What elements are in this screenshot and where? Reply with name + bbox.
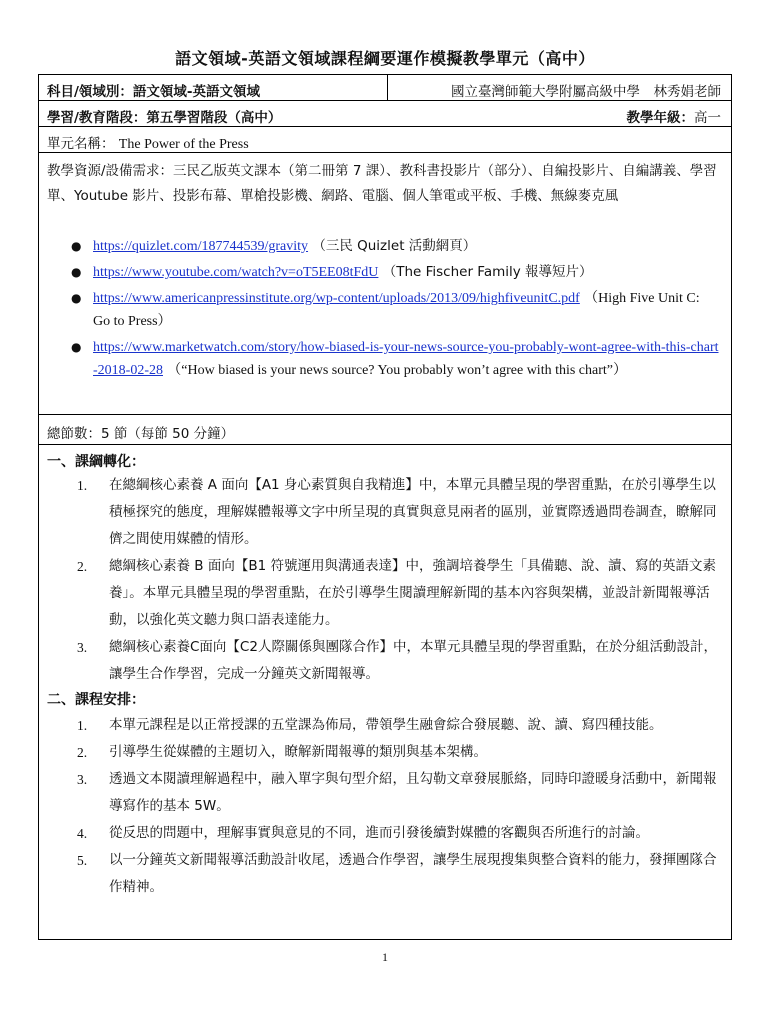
bullet-icon: ● xyxy=(71,291,82,305)
item-number: 2. xyxy=(77,745,88,760)
list-item xyxy=(77,766,717,820)
school-teacher: 國立臺灣師範大學附屬高級中學 林秀娟老師 xyxy=(451,84,721,100)
resource-link[interactable]: https://www.marketwatch.com/story/how-biased-is-your-news-source-you-probably-wont-agree-with-this-chart-2018-02-28 xyxy=(93,340,719,378)
item-number: 1. xyxy=(77,478,88,493)
resource-link[interactable]: https://www.youtube.com/watch?v=oT5EE08tFdU xyxy=(93,265,379,280)
sessions-text: 總節數：5 節（每節 50 分鐘） xyxy=(47,426,235,442)
stage-row xyxy=(39,101,731,127)
sessions-row xyxy=(39,415,731,445)
document-title: 語文領域-英語文領域課程綱要運作模擬教學單元（高中） xyxy=(175,49,595,68)
list-item xyxy=(69,336,719,382)
list-item xyxy=(77,712,717,739)
list-item xyxy=(77,472,717,553)
section1-heading: 一、課綱轉化： xyxy=(47,454,145,470)
subject-row xyxy=(39,75,731,101)
item-text: 總綱核心素養 B 面向【B1 符號運用與溝通表達】中，強調培養學生「具備聽、說、讀、寫的英語文素養」。本單元具體呈現的學習重點，在於引導學生閱讀理解新聞的基本內容與架構，並設計新聞報導活動，以強化英文聽力與口語表達能力。 xyxy=(109,558,716,628)
list-item xyxy=(77,739,717,766)
item-text: 從反思的問題中，理解事實與意見的不同，進而引發後續對媒體的客觀與否所進行的討論。 xyxy=(109,825,649,841)
resources-section xyxy=(39,153,731,415)
item-text: 透過文本閱讀理解過程中，融入單字與句型介紹，且勾勒文章發展脈絡，同時印證暖身活動中，新聞報導寫作的基本 5W。 xyxy=(109,771,717,814)
list-item xyxy=(69,235,719,258)
resource-note: （三民 Quizlet 活動網頁） xyxy=(312,238,477,254)
bullet-icon: ● xyxy=(71,239,82,253)
unit-row xyxy=(39,127,731,153)
item-text: 在總綱核心素養 A 面向【A1 身心素質與自我精進】中，本單元具體呈現的學習重點，在於引導學生以積極探究的態度，理解媒體報導文字中所呈現的真實與意見兩者的區別，並實際透過問卷調查，瞭解同儕之間使用媒體的情形。 xyxy=(109,477,717,547)
item-text: 總綱核心素養C面向【C2人際關係與團隊合作】中，本單元具體呈現的學習重點，在於分組活動設計，讓學生合作學習，完成一分鐘英文新聞報導。 xyxy=(109,639,717,682)
resources-intro: 教學資源/設備需求：三民乙版英文課本（第二冊第 7 課）、教科書投影片（部分）、自編投影片、自編講義、學習單、Youtube 影片、投影布幕、單槍投影機、網路、電腦、個人筆電或平板、手機、無線麥克風 xyxy=(47,163,717,204)
grade-field xyxy=(627,106,722,126)
lesson-plan-table xyxy=(38,74,732,940)
unit-label: 單元名稱： xyxy=(47,136,115,152)
resource-link[interactable]: https://quizlet.com/187744539/gravity xyxy=(93,239,309,254)
list-item xyxy=(77,553,717,634)
bullet-icon: ● xyxy=(71,340,82,354)
item-number: 5. xyxy=(77,853,88,868)
section2-heading: 二、課程安排： xyxy=(47,692,145,708)
resource-links xyxy=(69,235,719,385)
bullet-icon: ● xyxy=(71,265,82,279)
grade-label: 教學年級： xyxy=(626,110,694,126)
section2-list xyxy=(77,712,717,901)
resource-note: （The Fischer Family 報導短片） xyxy=(382,264,593,280)
grade-value: 高一 xyxy=(694,110,721,126)
subject-label: 科目/領域別：語文領域-英語文領域 xyxy=(47,84,261,100)
item-number: 1. xyxy=(77,718,88,733)
item-text: 以一分鐘英文新聞報導活動設計收尾，透過合作學習，讓學生展現搜集與整合資料的能力，發揮團隊合作精神。 xyxy=(109,852,717,895)
cell-divider xyxy=(387,75,388,100)
item-number: 2. xyxy=(77,559,88,574)
list-item xyxy=(69,287,719,333)
section1-list xyxy=(77,472,717,688)
stage-label: 學習/教育階段：第五學習階段（高中） xyxy=(47,110,282,126)
resource-note: （“How biased is your news source? You probably won’t agree with this chart”） xyxy=(167,363,627,378)
resource-note: （High Five Unit C: Go to Press） xyxy=(93,291,700,329)
resource-link[interactable]: https://www.americanpressinstitute.org/wp-content/uploads/2013/09/highfiveunitC.pdf xyxy=(93,291,580,306)
list-item xyxy=(77,634,717,688)
item-number: 4. xyxy=(77,826,88,841)
list-item xyxy=(77,847,717,901)
page-number: 1 xyxy=(382,950,388,964)
list-item xyxy=(69,261,719,284)
item-number: 3. xyxy=(77,772,88,787)
item-text: 本單元課程是以正常授課的五堂課為佈局，帶領學生融會綜合發展聽、說、讀、寫四種技能。 xyxy=(109,717,663,733)
item-text: 引導學生從媒體的主題切入，瞭解新聞報導的類別與基本架構。 xyxy=(109,744,487,760)
item-number: 3. xyxy=(77,640,88,655)
unit-field xyxy=(47,132,249,153)
unit-value: The Power of the Press xyxy=(118,137,249,152)
list-item xyxy=(77,820,717,847)
